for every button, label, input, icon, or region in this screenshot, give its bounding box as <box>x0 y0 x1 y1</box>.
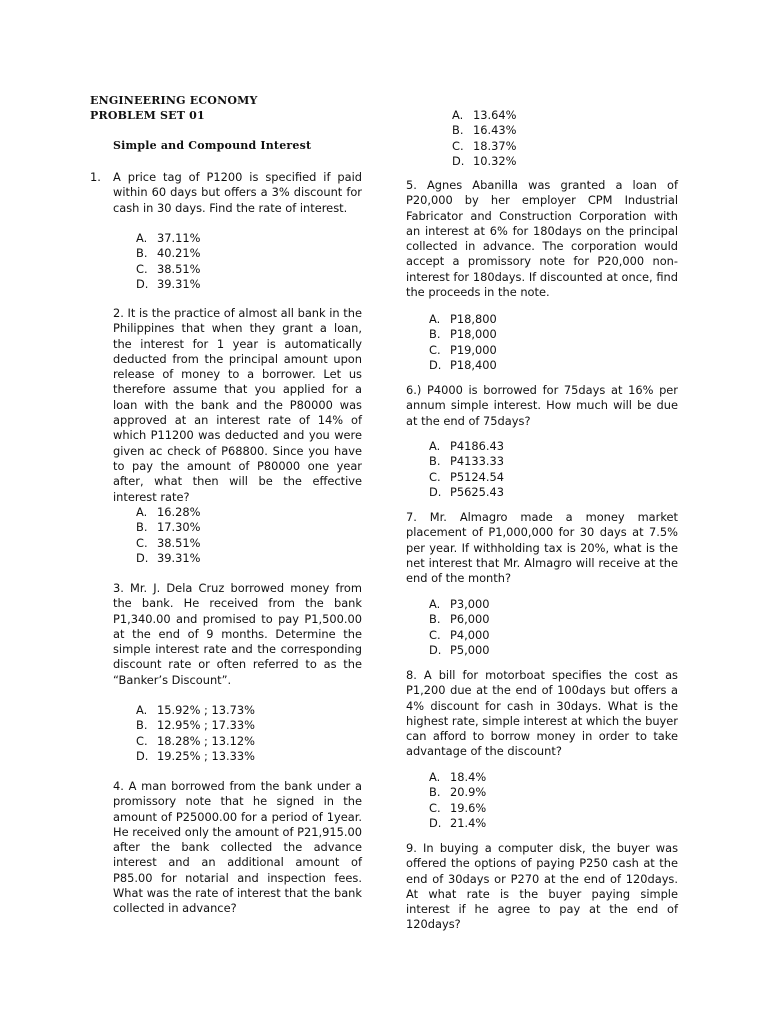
problem-7-text: 7. Mr. Almagro made a money market placement of P1,000,000 for 30 days at 7.5% per year. If withholding tax is 20%, what is the net interest that Mr. Almagro will receive at the end of the month? <box>406 510 678 586</box>
option-a: A. 13.64% <box>452 108 517 122</box>
option-a: A. 16.28% <box>136 505 201 519</box>
problem-4-text: 4. A man borrowed from the bank under a promissory note that he signed in the amount of P25000.00 for a period of 1year. He received only the amount of P21,915.00 after the bank collected the advance interest and an additional amount of P85.00 for notarial and inspection fees. What was the rate of interest that the bank collected in advance? <box>113 779 362 916</box>
problem-6-options <box>429 439 504 500</box>
problem-8-text: 8. A bill for motorboat specifies the cost as P1,200 due at the end of 100days but offers a 4% discount for cash in 30days. What is the highest rate, simple interest at which the buyer can afford to borrow money in order to take advantage of the discount? <box>406 668 678 759</box>
problem-5-options <box>429 312 497 373</box>
course-title: ENGINEERING ECONOMY <box>90 94 258 107</box>
option-d: D. P18,400 <box>429 357 497 372</box>
problem-2-options <box>136 505 200 566</box>
option-d: D. P5,000 <box>429 642 490 657</box>
option-a: A. P18,800 <box>429 312 497 326</box>
option-c: C. 38.51% <box>136 261 201 276</box>
problem-9-text: 9. In buying a computer disk, the buyer was offered the options of paying P250 cash at the end of 30days or P270 at the end of 120days. At what rate is the buyer paying simple interest if he agree to pay at the end of 120days? <box>406 841 678 932</box>
option-b: B. P18,000 <box>429 327 497 342</box>
option-d: D. 39.31% <box>136 276 201 291</box>
problem-1-options <box>136 231 200 292</box>
problem-set-title: PROBLEM SET 01 <box>90 109 205 122</box>
problem-1-text: A price tag of P1200 is specified if paid within 60 days but offers a 3% discount for cash in 30 days. Find the rate of interest. <box>113 170 362 215</box>
problem-4-options <box>452 108 516 169</box>
option-d: D. P5625.43 <box>429 484 504 499</box>
option-b: B. P4133.33 <box>429 454 504 469</box>
option-c: C. 18.37% <box>452 138 517 153</box>
option-b: B. P6,000 <box>429 612 490 627</box>
option-d: D. 19.25% ; 13.33% <box>136 748 255 763</box>
option-b: B. 40.21% <box>136 246 201 261</box>
option-a: A. P3,000 <box>429 597 490 611</box>
option-d: D. 10.32% <box>452 153 517 168</box>
problem-1-number: 1. <box>90 170 101 184</box>
problem-6-text: 6.) P4000 is borrowed for 75days at 16% per annum simple interest. How much will be due at the end of 75days? <box>406 383 678 428</box>
option-d: D. 21.4% <box>429 815 487 830</box>
problem-3-options <box>136 703 255 764</box>
option-b: B. 16.43% <box>452 123 517 138</box>
option-c: C. 19.6% <box>429 800 487 815</box>
option-b: B. 20.9% <box>429 785 487 800</box>
option-c: C. 38.51% <box>136 535 201 550</box>
problem-3-text: 3. Mr. J. Dela Cruz borrowed money from the bank. He received from the bank P1,340.00 and promised to pay P1,500.00 at the end of 9 months. Determine the simple interest rate and the corresponding discount rate or often referred to as the “Banker’s Discount”. <box>113 581 362 687</box>
option-b: B. 12.95% ; 17.33% <box>136 718 255 733</box>
option-a: A. P4186.43 <box>429 439 504 453</box>
option-c: C. P5124.54 <box>429 469 504 484</box>
problem-5-text: 5. Agnes Abanilla was granted a loan of P20,000 by her employer CPM Industrial Fabricator and Construction Corporation with an interest at 6% for 180days on the principal collected in advance. The corporation would accept a promissory note for P20,000 non-interest for 180days. If discounted at once, find the proceeds in the note. <box>406 178 678 300</box>
option-c: C. 18.28% ; 13.12% <box>136 733 255 748</box>
problem-2-text: 2. It is the practice of almost all bank in the Philippines that when they grant a loan, the interest for 1 year is automatically deducted from the principal amount upon release of money to a borrower. Let us therefore assume that you applied for a loan with the bank and the P80000 was approved at an interest rate of 14% of which P11200 was deducted and you were given ac check of P68800. Since you have to pay the amount of P80000 one year after, what then will be the effective interest rate? <box>113 306 362 504</box>
option-a: A. 37.11% <box>136 231 201 245</box>
option-c: C. P19,000 <box>429 342 497 357</box>
problem-7-options <box>429 597 489 658</box>
option-c: C. P4,000 <box>429 627 490 642</box>
problem-8-options <box>429 770 486 831</box>
topic-title: Simple and Compound Interest <box>113 139 312 152</box>
option-d: D. 39.31% <box>136 550 201 565</box>
option-a: A. 18.4% <box>429 770 487 784</box>
option-b: B. 17.30% <box>136 520 201 535</box>
option-a: A. 15.92% ; 13.73% <box>136 703 255 717</box>
